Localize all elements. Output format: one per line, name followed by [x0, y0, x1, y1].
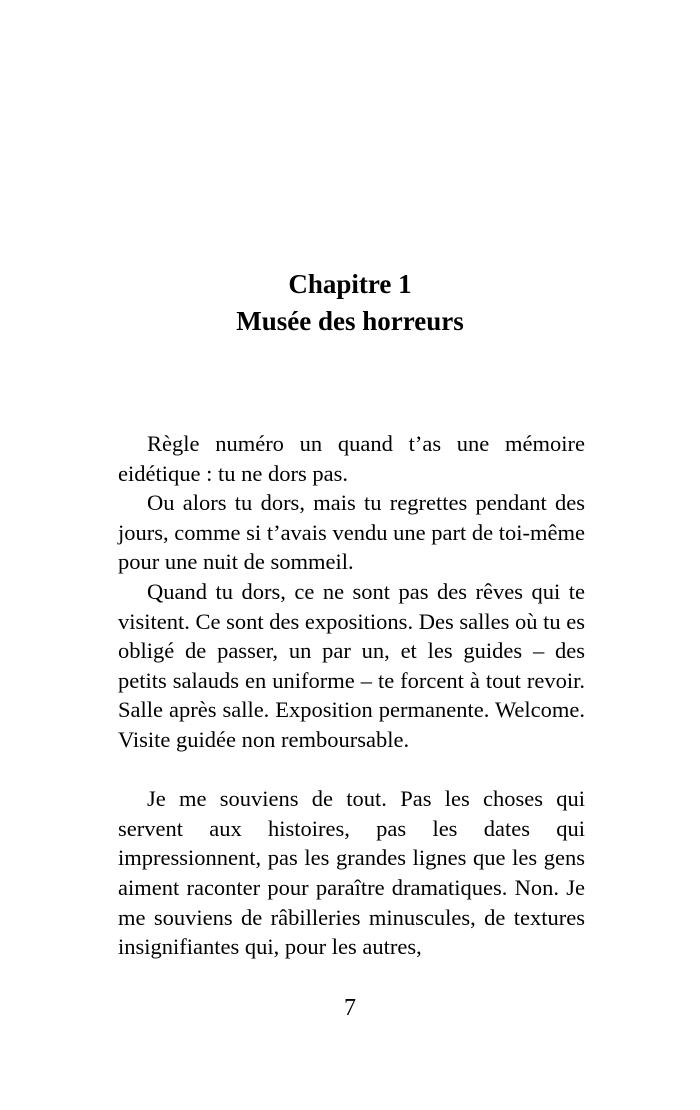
- paragraph: Règle numéro un quand t’as une mémoire eidétique : tu ne dors pas.: [118, 431, 585, 486]
- paragraph: Ou alors tu dors, mais tu regrettes pendant des jours, comme si t’avais vendu une part de toi-même pour une nuit de sommeil.: [118, 490, 585, 575]
- chapter-title: Musée des horreurs: [236, 306, 464, 336]
- paragraph: Je me souviens de tout. Pas les choses qui servent aux histoires, pas les dates qui impressionnent, pas les grandes lignes que les gens aiment raconter pour paraître dramatiques. Non. Je me souviens de râbilleries minuscules, de textures insignifiantes qui, pour les autres,: [118, 786, 585, 960]
- body-text: [118, 429, 585, 962]
- chapter-number: Chapitre 1: [288, 269, 412, 299]
- page-number: 7: [344, 995, 356, 1021]
- paragraph: Quand tu dors, ce ne sont pas des rêves qui te visitent. Ce sont des expositions. Des salles où tu es obligé de passer, un par un, et les guides – des petits salauds en uniforme – te forcent à tout revoir. Salle après salle. Exposition permanente. Welcome. Visite guidée non remboursable.: [118, 578, 585, 752]
- chapter-heading: [0, 266, 700, 340]
